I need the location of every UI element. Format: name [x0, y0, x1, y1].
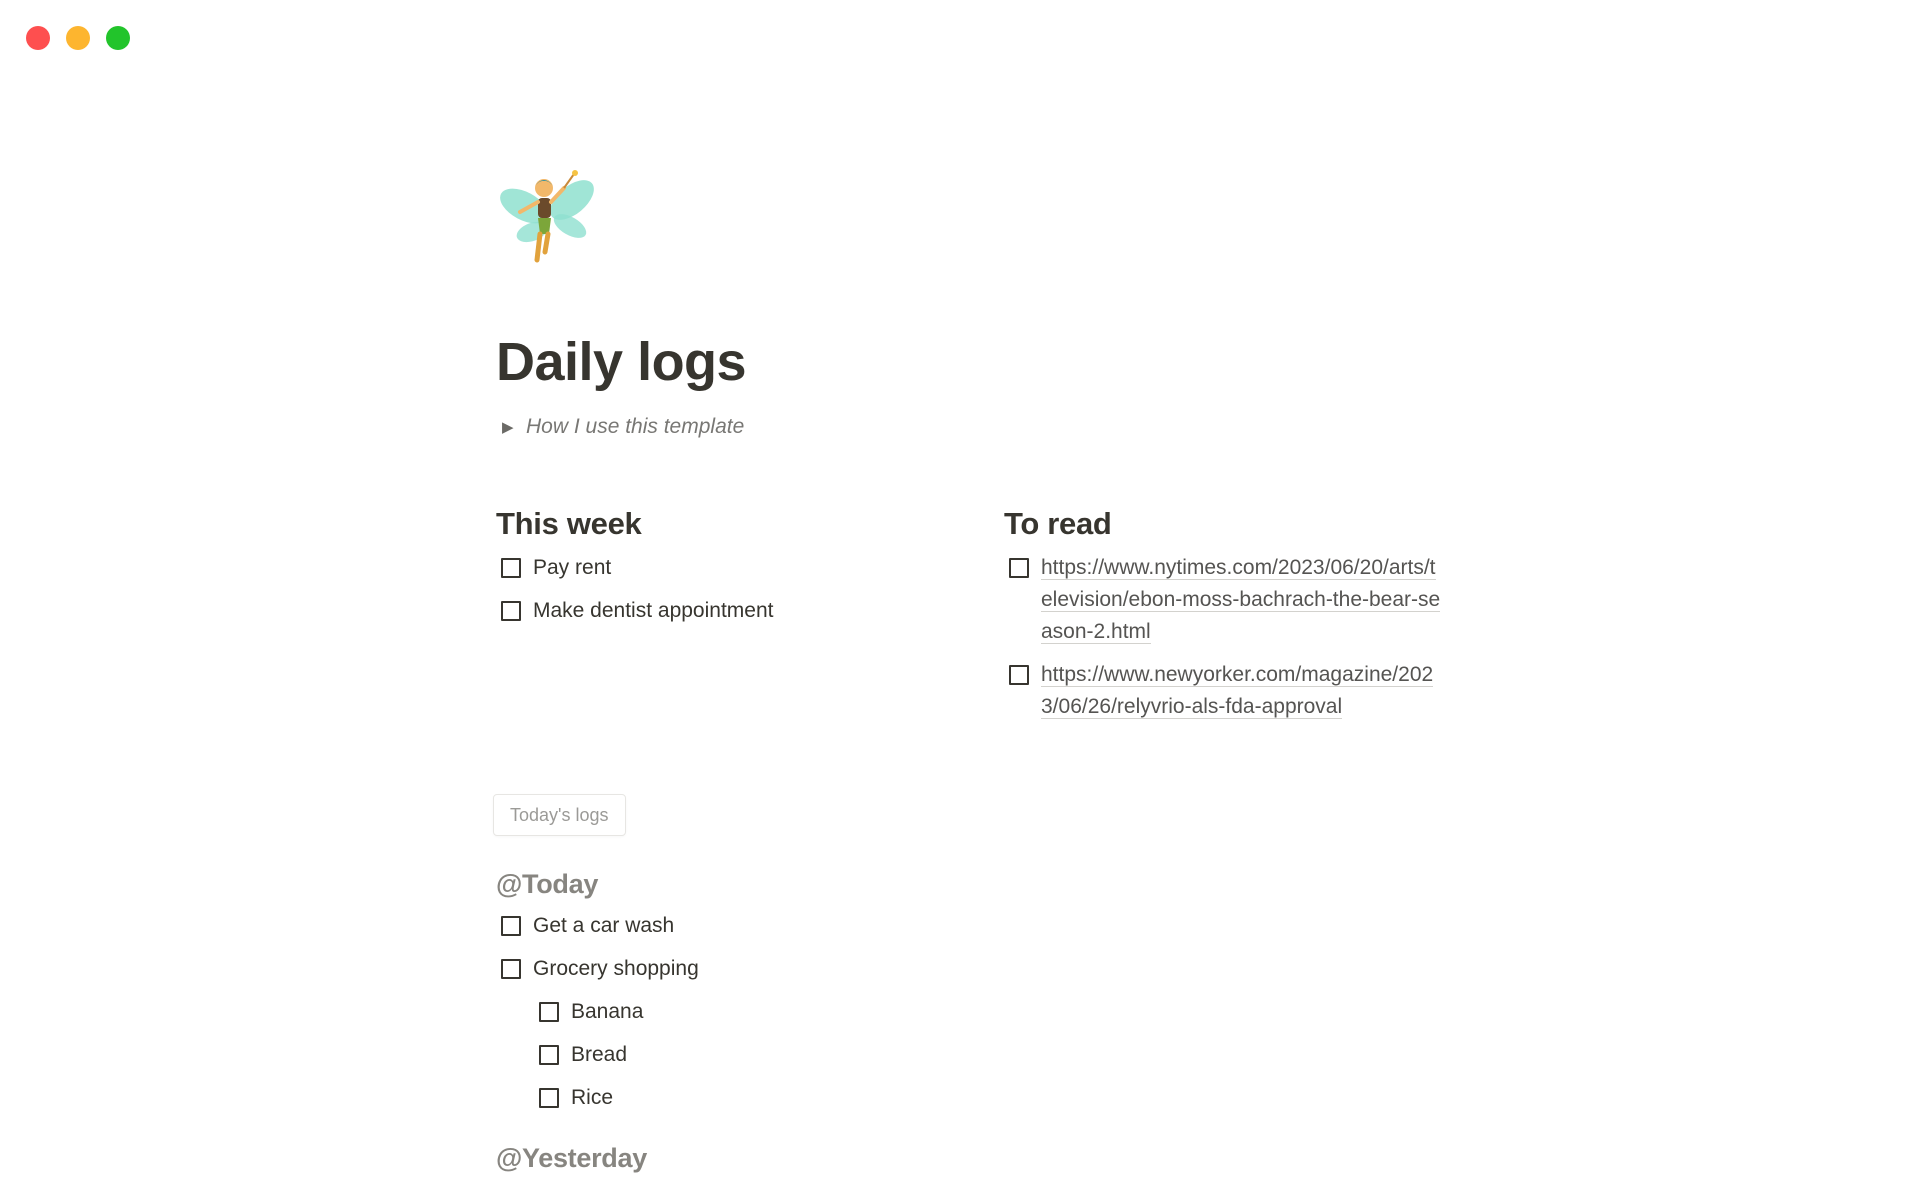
- two-column-layout: [496, 504, 1456, 734]
- todo-label[interactable]: Rice: [571, 1086, 614, 1109]
- nested-todo-item: [496, 1039, 1456, 1071]
- checkbox[interactable]: [1009, 665, 1029, 685]
- page-title[interactable]: Daily logs: [496, 332, 747, 392]
- todo-item: [1004, 552, 1456, 648]
- toggle-label: How I use this template: [526, 415, 745, 438]
- todo-label[interactable]: Get a car wash: [533, 914, 675, 937]
- to-read-column: [1004, 504, 1456, 734]
- nested-todo-item: [496, 996, 1456, 1028]
- todo-label[interactable]: Pay rent: [533, 556, 612, 579]
- todo-label[interactable]: Bread: [571, 1043, 628, 1066]
- window-controls: [26, 26, 130, 50]
- todo-label[interactable]: Grocery shopping: [533, 957, 699, 980]
- fairy-icon[interactable]: [496, 168, 604, 276]
- template-toggle[interactable]: [496, 412, 1456, 442]
- close-window-button[interactable]: [26, 26, 50, 50]
- this-week-heading[interactable]: This week: [496, 506, 642, 541]
- yesterday-date-heading[interactable]: @Yesterday: [496, 1143, 647, 1173]
- checkbox[interactable]: [539, 1002, 559, 1022]
- nested-todo-item: [496, 1082, 1456, 1114]
- today-date-heading[interactable]: @Today: [496, 869, 599, 899]
- article-link[interactable]: https://www.nytimes.com/2023/06/20/arts/television/ebon-moss-bachrach-the-bear-season-2.html: [1041, 556, 1441, 643]
- todo-label[interactable]: Banana: [571, 1000, 644, 1023]
- checkbox[interactable]: [501, 916, 521, 936]
- checkbox[interactable]: [1009, 558, 1029, 578]
- caret-right-icon[interactable]: ▶: [502, 419, 514, 436]
- todo-item: [496, 595, 1004, 627]
- checkbox[interactable]: [501, 558, 521, 578]
- todo-label[interactable]: Make dentist appointment: [533, 599, 774, 622]
- todo-item: [496, 552, 1004, 584]
- checkbox[interactable]: [539, 1088, 559, 1108]
- todo-item: [1004, 659, 1456, 723]
- maximize-window-button[interactable]: [106, 26, 130, 50]
- to-read-heading[interactable]: To read: [1004, 506, 1112, 541]
- todo-item: [496, 953, 1456, 985]
- checkbox[interactable]: [501, 601, 521, 621]
- this-week-column: [496, 504, 1004, 734]
- article-link[interactable]: https://www.newyorker.com/magazine/2023/06/26/relyvrio-als-fda-approval: [1041, 663, 1434, 718]
- checkbox[interactable]: [539, 1045, 559, 1065]
- page-content: [496, 168, 1456, 1184]
- todo-item: [496, 910, 1456, 942]
- checkbox[interactable]: [501, 959, 521, 979]
- minimize-window-button[interactable]: [66, 26, 90, 50]
- todays-logs-button[interactable]: Today's logs: [493, 794, 626, 836]
